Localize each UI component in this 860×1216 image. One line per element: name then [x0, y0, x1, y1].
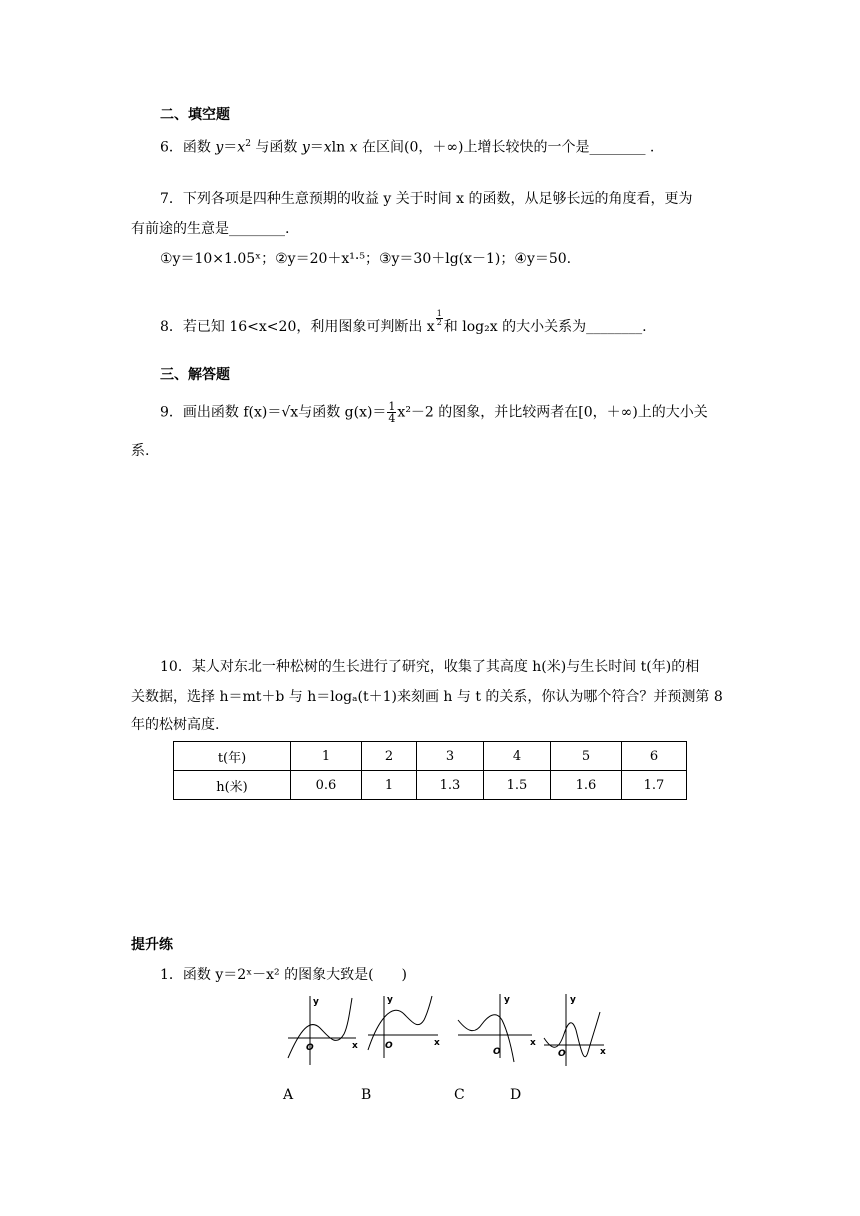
q6-var-y2: y [301, 139, 310, 156]
q8-exponent-fraction [436, 310, 443, 327]
question-7-line1 [160, 190, 693, 208]
q6-var-y1: y [215, 139, 224, 156]
question-7-options: ①y＝10×1.05ˣ；②y＝20＋x¹·⁵；③y＝30＋lg(x－1)；④y＝50. [160, 251, 572, 267]
choice-label-c: C [454, 1087, 465, 1103]
question-6 [160, 135, 654, 157]
q9-text-a: 画出函数 f(x)＝√x与函数 g(x)＝ [182, 404, 387, 421]
section-heading-advanced: 提升练 [131, 937, 173, 953]
q6-eq1: ＝ [223, 139, 238, 156]
graph-c-y-label: y [504, 995, 510, 1005]
table-row [174, 742, 687, 771]
graph-c-curve [458, 1015, 514, 1062]
q9-frac-num: 1 [388, 400, 396, 413]
graph-b-y-label: y [387, 995, 393, 1005]
q10-line1: 某人对东北一种松树的生长进行了研究，收集了其高度 h(米)与生长时间 t(年)的相 [191, 659, 700, 675]
graph-b-x-label: x [434, 1038, 440, 1048]
question-9-line1 [160, 401, 708, 424]
q9-frac-den: 4 [388, 412, 396, 425]
q10-number: 10． [160, 659, 192, 675]
graph-b [368, 996, 438, 1058]
q6-var-x3: x [349, 139, 358, 156]
q8-exp-num: 1 [436, 309, 442, 318]
graph-a-origin: O [306, 1043, 314, 1053]
q8-number: 8． [160, 319, 183, 335]
q6-text-b: 与函数 [250, 139, 302, 156]
q6-exponent: 2 [245, 139, 251, 149]
question-9-line2: 系. [131, 443, 150, 459]
q6-eq2: ＝ [309, 139, 324, 156]
choice-label-d: D [510, 1087, 522, 1103]
q9-text-b: x²－2 的图象，并比较两者在[0，＋∞)上的大小关 [397, 404, 708, 421]
q8-exp-den: 2 [436, 318, 442, 327]
question-10-line1 [160, 658, 699, 676]
table-cell: 1 [362, 771, 417, 800]
q6-text-c: 在区间(0，＋∞)上增长较快的一个是________ . [357, 139, 655, 156]
table-cell: 0.6 [291, 771, 362, 800]
question-7-line2: 有前途的生意是________. [131, 221, 290, 237]
q7-line1: 下列各项是四种生意预期的收益 y 关于时间 x 的函数，从足够长远的角度看，更为 [182, 191, 693, 207]
graph-a-x-label: x [352, 1041, 358, 1051]
q6-number: 6． [160, 139, 183, 156]
table-cell: 1.5 [484, 771, 551, 800]
data-table [173, 741, 687, 800]
table-cell: 5 [551, 742, 622, 771]
graph-d-curve [544, 1012, 600, 1057]
graph-c-x-label: x [530, 1038, 536, 1048]
graph-c-origin: O [493, 1047, 501, 1057]
q9-number: 9． [160, 404, 183, 421]
q7-number: 7． [160, 191, 183, 207]
choice-label-b: B [361, 1087, 372, 1103]
choice-label-a: A [283, 1087, 294, 1103]
adv-q1-number: 1． [160, 967, 183, 983]
adv-q1-text: 函数 y＝2ˣ－x² 的图象大致是( ) [182, 967, 408, 983]
q6-var-x2: x [323, 139, 332, 156]
table-row [174, 771, 687, 800]
q6-text-a: 函数 [182, 139, 216, 156]
table-cell: 3 [417, 742, 484, 771]
table-cell: 2 [362, 742, 417, 771]
advanced-question-1 [160, 966, 407, 984]
choice-graphs [280, 990, 610, 1070]
table-cell: 1.6 [551, 771, 622, 800]
graph-d-y-label: y [570, 995, 576, 1005]
graph-b-origin: O [385, 1041, 393, 1051]
graph-b-curve [368, 996, 432, 1050]
q8-text-a: 若已知 16<x<20，利用图象可判断出 x [182, 319, 435, 335]
table-header-h: h(米) [174, 771, 291, 800]
table-cell: 6 [622, 742, 687, 771]
q9-fraction [387, 401, 396, 424]
section-heading-fill-in: 二、填空题 [160, 107, 230, 123]
table-cell: 1 [291, 742, 362, 771]
table-header-t: t(年) [174, 742, 291, 771]
graph-d-origin: O [558, 1049, 566, 1059]
q6-ln: ln [331, 139, 350, 156]
graph-a-curve [288, 998, 352, 1058]
table-cell: 4 [484, 742, 551, 771]
section-heading-solution: 三、解答题 [160, 367, 230, 383]
q8-text-b: 和 log₂x 的大小关系为________. [443, 319, 647, 335]
graph-a-y-label: y [313, 997, 319, 1007]
table-cell: 1.3 [417, 771, 484, 800]
graph-d-x-label: x [600, 1047, 606, 1057]
question-10-line2: 关数据，选择 h＝mt＋b 与 h＝logₐ(t＋1)来刻画 h 与 t 的关系，你认为哪个符合？并预测第 8 [131, 689, 723, 705]
graph-a [288, 996, 356, 1065]
table-cell: 1.7 [622, 771, 687, 800]
question-8 [160, 310, 647, 336]
q6-var-x1: x [237, 139, 246, 156]
question-10-line3: 年的松树高度. [131, 717, 220, 733]
